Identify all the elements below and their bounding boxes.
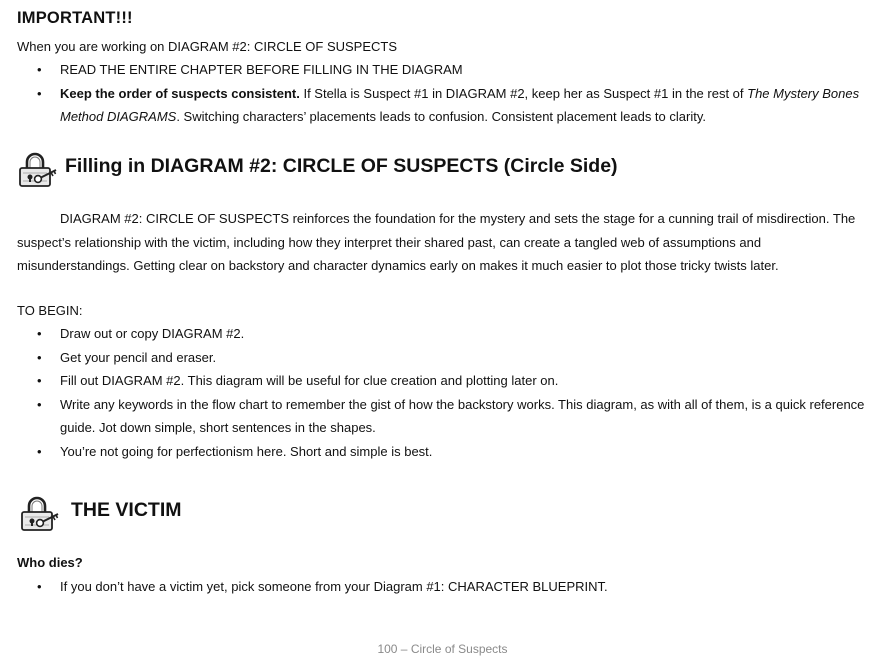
important-bullet-list: [0, 58, 875, 129]
list-item: [0, 393, 875, 440]
step-text: Fill out DIAGRAM #2. This diagram will be useful for clue creation and plotting later on.: [60, 373, 559, 388]
step-text: You’re not going for perfectionism here. Short and simple is best.: [60, 443, 433, 459]
important-heading: IMPORTANT!!!: [17, 9, 133, 27]
step-text: Get your pencil and eraser.: [60, 349, 217, 365]
list-item: [0, 369, 875, 393]
bullet-text: If you don’t have a victim yet, pick someone from your Diagram #1: CHARACTER BLUEPRINT.: [60, 579, 608, 594]
steps-list: [0, 322, 875, 463]
to-begin-label: TO BEGIN:: [17, 303, 83, 318]
step-text: Write any keywords in the flow chart to remember the gist of how the backstory works. This diagram, as with all of them, is a quick reference guide. Jot down simple, short sentences in the shapes.: [60, 396, 865, 435]
bullet-text: . Switching characters’ placements leads to confusion. Consistent placement leads to clarity.: [176, 109, 706, 124]
section-heading-the-victim: [17, 494, 182, 534]
page-footer: 100 – Circle of Suspects: [377, 642, 508, 656]
bullet-bold-text: Keep the order of suspects consistent.: [60, 85, 300, 101]
section-paragraph: DIAGRAM #2: CIRCLE OF SUSPECTS reinforces the foundation for the mystery and sets the stage for a cunning trail of misdirection. The suspect’s relationship with the victim, including how they interpret their shared past, can create a tangled web of assumptions and misunderstandings. Getting clear on backstory and character dynamics early on makes it much easier to plot those tricky twists later.: [17, 211, 856, 273]
list-item: [0, 322, 875, 346]
who-dies-question: Who dies?: [17, 555, 83, 570]
bullet-text: READ THE ENTIRE CHAPTER BEFORE FILLING IN THE DIAGRAM: [60, 62, 463, 77]
section-heading-text: Filling in DIAGRAM #2: CIRCLE OF SUSPECTS (Circle Side): [65, 154, 618, 177]
list-item: [0, 58, 875, 82]
padlock-key-icon: [15, 150, 59, 190]
section-heading-filling-diagram: [15, 150, 618, 190]
list-item: [0, 346, 875, 370]
book-title: The Mystery Bones Method DIAGRAMS: [60, 85, 860, 124]
list-item: [0, 575, 875, 599]
section-heading-text: THE VICTIM: [71, 498, 182, 521]
intro-line: When you are working on DIAGRAM #2: CIRCLE OF SUSPECTS: [17, 39, 398, 54]
step-text: Draw out or copy DIAGRAM #2.: [60, 326, 245, 341]
bullet-text: If Stella is Suspect #1 in DIAGRAM #2, keep her as Suspect #1 in the rest of: [299, 85, 748, 101]
list-item: [0, 440, 875, 464]
padlock-key-icon: [17, 494, 61, 534]
list-item: [0, 82, 875, 129]
victim-bullet-list: [0, 575, 875, 599]
